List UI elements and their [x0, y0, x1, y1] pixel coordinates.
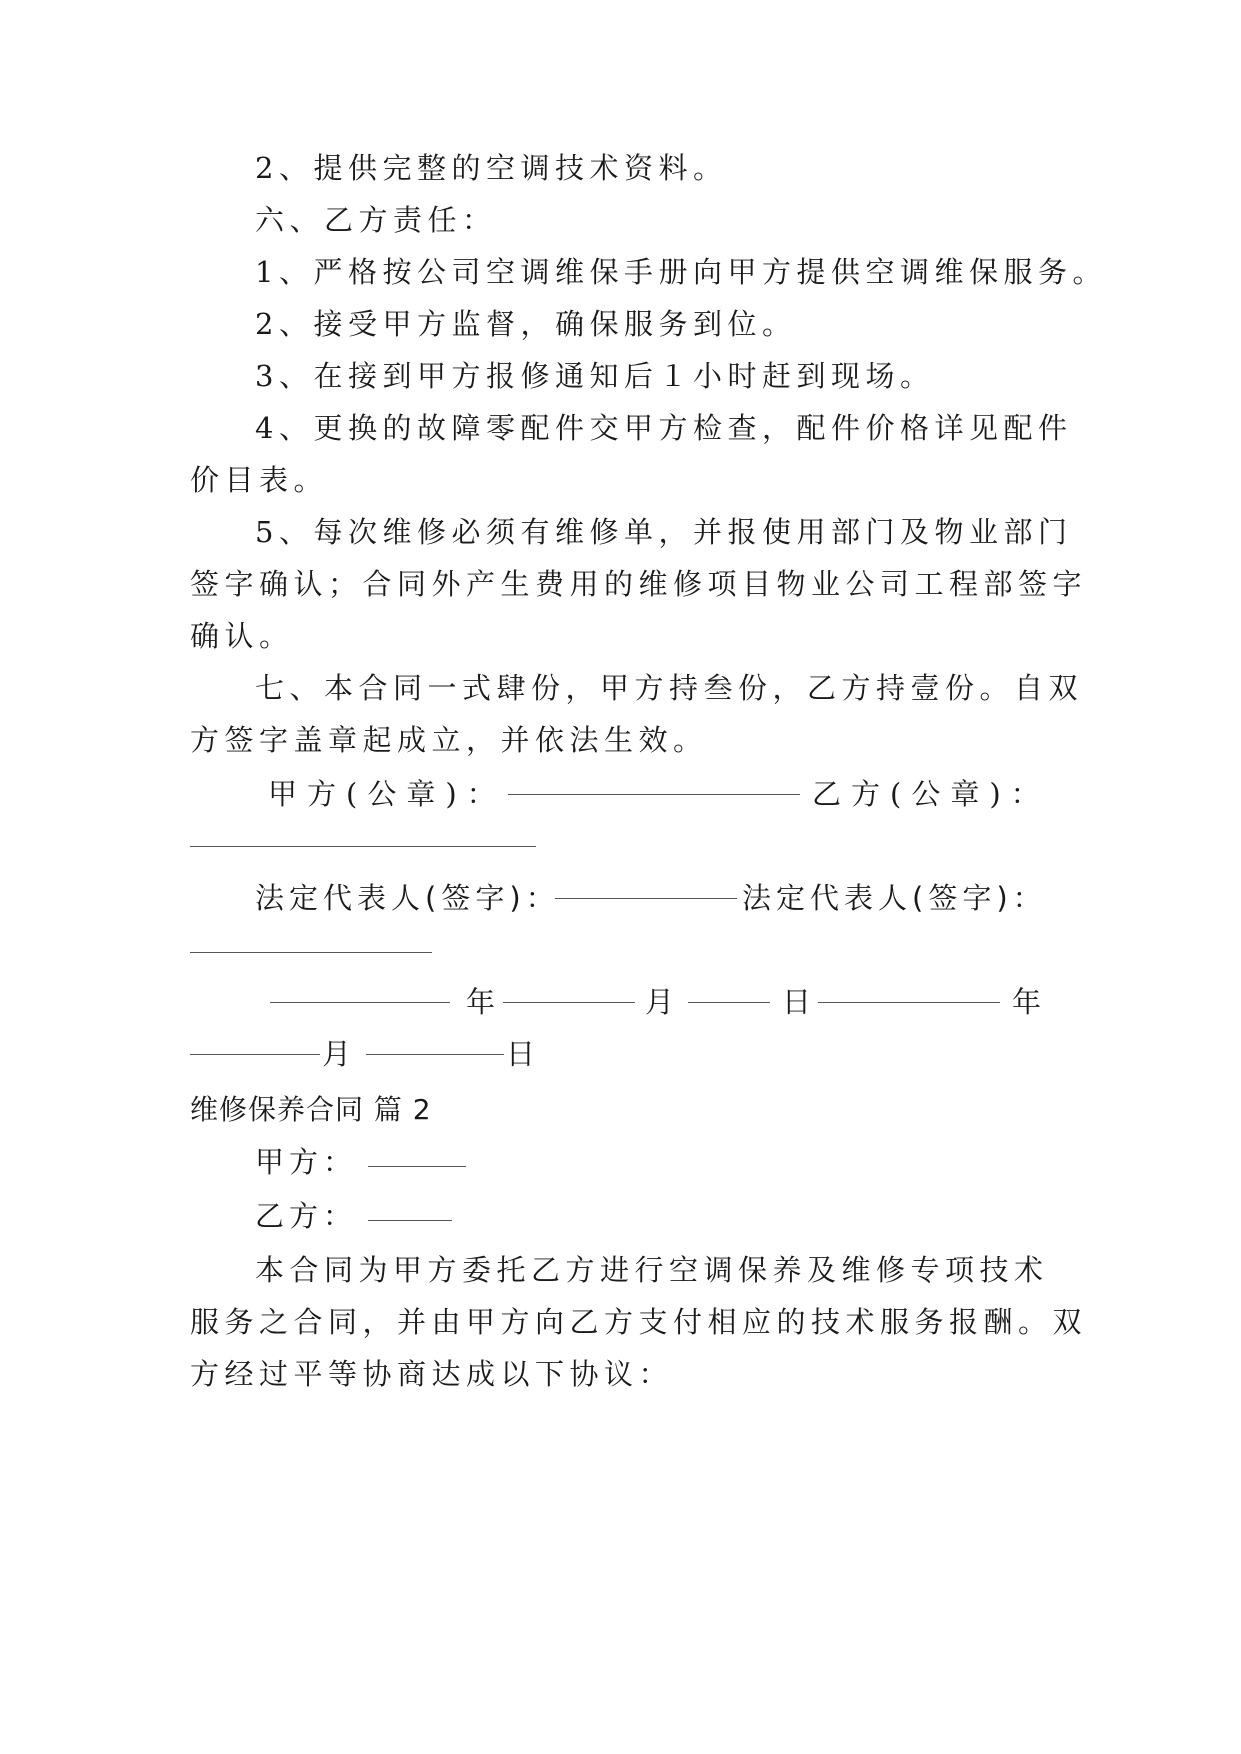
contract-2-party-b-label: 乙方： — [255, 1199, 358, 1233]
legal-rep-b-label: 法定代表人(签字)： — [742, 881, 1047, 915]
clause-b-3: 3、在接到甲方报修通知后１小时赶到现场。 — [255, 359, 935, 393]
party-b-seal-blank — [190, 846, 536, 847]
date-b-year-label: 年 — [1012, 985, 1052, 1019]
clause-a-2: 2、提供完整的空调技术资料。 — [255, 151, 728, 185]
date-b-month-blank — [190, 1054, 320, 1055]
contract-2-party-b-blank — [368, 1220, 452, 1221]
clause-b-5-line2: 签字确认；合同外产生费用的维修项目物业公司工程部签字 — [190, 567, 1088, 601]
party-a-seal-blank — [508, 794, 800, 795]
date-b-day-label: 日 — [506, 1037, 541, 1071]
legal-rep-b-blank — [190, 952, 432, 953]
date-b-month-label: 月 — [322, 1037, 357, 1071]
contract-2-intro-line3: 方经过平等协商达成以下协议： — [190, 1357, 674, 1391]
contract-2-intro-line1: 本合同为甲方委托乙方进行空调保养及维修专项技术 — [255, 1253, 1049, 1287]
date-a-day-label: 日 — [782, 985, 822, 1019]
legal-rep-a-blank — [555, 898, 737, 899]
date-a-month-blank — [503, 1002, 635, 1003]
contract-2-intro-line2: 服务之合同，并由甲方向乙方支付相应的技术服务报酬。双 — [190, 1305, 1088, 1339]
date-a-year-blank — [270, 1002, 450, 1003]
date-a-year-label: 年 — [466, 985, 506, 1019]
party-a-seal-label: 甲方(公章)： — [268, 777, 506, 811]
clause-b-1: 1、严格按公司空调维保手册向甲方提供空调维保服务。 — [255, 255, 1107, 289]
clause-b-5-line1: 5、每次维修必须有维修单，并报使用部门及物业部门 — [255, 515, 1073, 549]
section-six-heading: 六、乙方责任： — [255, 203, 497, 237]
section-seven-line2: 方签字盖章起成立，并依法生效。 — [190, 723, 708, 757]
contract-2-heading: 维修保养合同 篇 2 — [190, 1093, 432, 1126]
contract-2-party-a-label: 甲方： — [255, 1145, 358, 1179]
clause-b-2: 2、接受甲方监督，确保服务到位。 — [255, 307, 797, 341]
date-a-month-label: 月 — [645, 985, 685, 1019]
date-b-year-blank — [818, 1002, 1000, 1003]
party-b-seal-label: 乙方(公章)： — [812, 777, 1050, 811]
section-seven-line1: 七、本合同一式肆份，甲方持叁份，乙方持壹份。自双 — [255, 671, 1084, 705]
clause-b-4-line1: 4、更换的故障零配件交甲方检查，配件价格详见配件 — [255, 411, 1073, 445]
date-a-day-blank — [688, 1002, 770, 1003]
date-b-day-blank — [366, 1054, 504, 1055]
clause-b-5-line3: 确认。 — [190, 619, 294, 653]
clause-b-4-line2: 价目表。 — [190, 463, 329, 497]
contract-2-party-a-blank — [368, 1166, 466, 1167]
legal-rep-a-label: 法定代表人(签字)： — [255, 881, 560, 915]
